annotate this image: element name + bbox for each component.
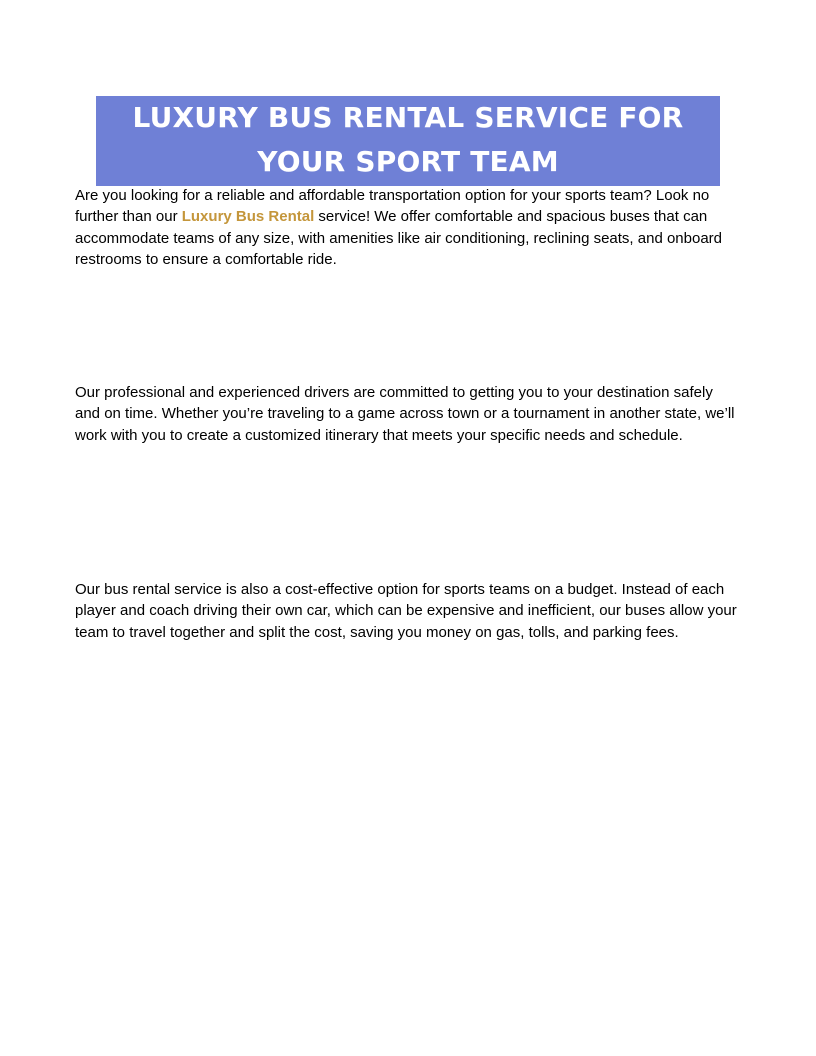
intro-text-start: Are you looking for a reliable and affordable transportation option for your sports team? Look no further than our [75, 187, 710, 226]
cost-paragraph: Our bus rental service is also a cost-effective option for sports teams on a budget. Instead of each player and coach driving their own car, which can be expensive and inefficient, our buses allow your team to travel together and split the cost, saving you money on gas, tolls, and parking fees. [75, 581, 737, 641]
drivers-paragraph: Our professional and experienced drivers are committed to getting you to your destination safely and on time. Whether you’re traveling to a game across town or a tournament in another state, we’ll work with you to create a customized itinerary that meets your specific needs and schedule. [75, 384, 735, 444]
intro-text-end: service! We offer comfortable and spacious buses that can accommodate teams of any size, with amenities like air conditioning, reclining seats, and onboard restrooms to ensure a comfortable ride. [75, 208, 723, 268]
luxury-bus-rental-link[interactable]: Luxury Bus Rental [181, 208, 315, 226]
intro-paragraph [75, 185, 741, 270]
page-title: LUXURY BUS RENTAL SERVICE FOR YOUR SPORT TEAM [132, 101, 684, 178]
title-banner [96, 96, 720, 186]
